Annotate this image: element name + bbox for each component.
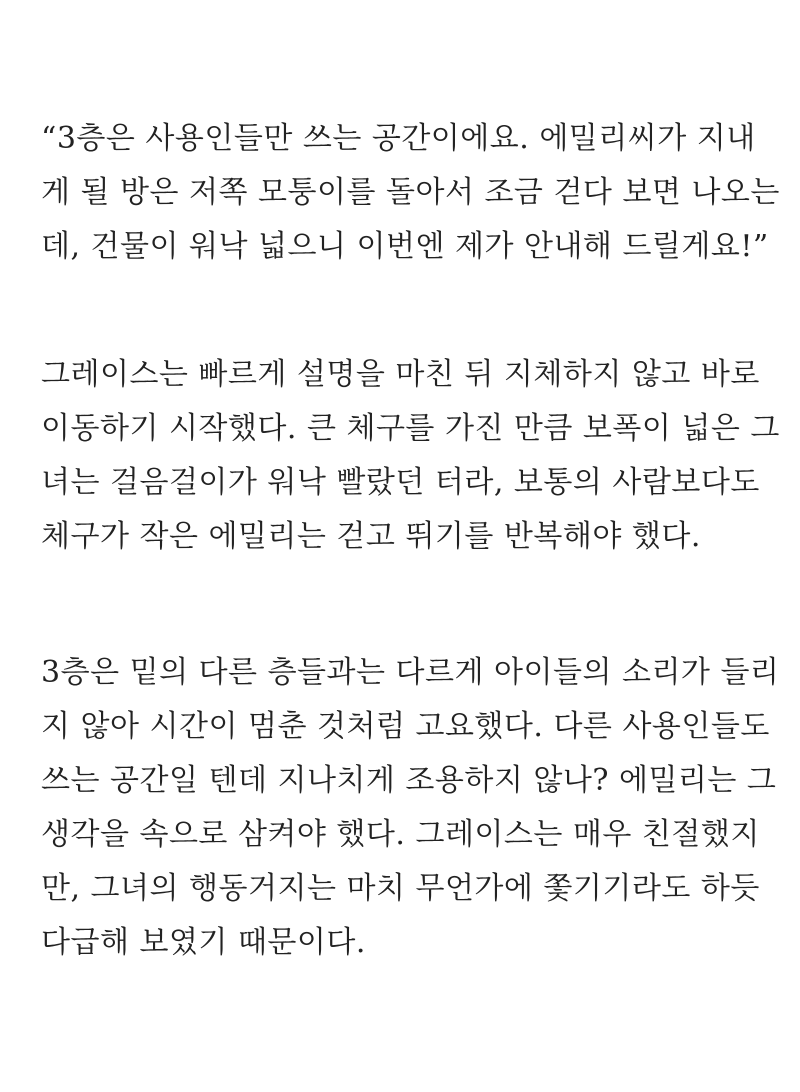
paragraph-2 — [41, 348, 780, 564]
paragraph-1 — [41, 112, 780, 274]
paragraph-line: 체구가 작은 에밀리는 걷고 뛰기를 반복해야 했다. — [41, 519, 701, 554]
paragraph-line: 데, 건물이 워낙 넓으니 이번엔 제가 안내해 드릴게요!” — [41, 229, 769, 264]
paragraph-line: 그레이스는 빠르게 설명을 마친 뒤 지체하지 않고 바로 — [41, 357, 760, 392]
paragraph-line: 생각을 속으로 삼켜야 했다. 그레이스는 매우 친절했지 — [41, 817, 760, 852]
paragraph-line: 쓰는 공간일 텐데 지나치게 조용하지 않나? 에밀리는 그 — [41, 763, 777, 798]
paragraph-line: 녀는 걸음걸이가 워낙 빨랐던 터라, 보통의 사람보다도 — [41, 465, 760, 500]
paragraph-line: “3층은 사용인들만 쓰는 공간이에요. 에밀리씨가 지내 — [41, 121, 756, 156]
paragraph-line: 지 않아 시간이 멈춘 것처럼 고요했다. 다른 사용인들도 — [41, 709, 770, 744]
paragraph-line: 만, 그녀의 행동거지는 마치 무언가에 쫓기기라도 하듯 — [41, 871, 760, 906]
paragraph-line: 게 될 방은 저쪽 모퉁이를 돌아서 조금 걷다 보면 나오는 — [41, 175, 780, 210]
paragraph-line: 이동하기 시작했다. 큰 체구를 가진 만큼 보폭이 넓은 그 — [41, 411, 780, 446]
paragraph-3 — [41, 646, 780, 970]
paragraph-line: 3층은 밑의 다른 층들과는 다르게 아이들의 소리가 들리 — [41, 655, 780, 690]
paragraph-line: 다급해 보였기 때문이다. — [41, 925, 366, 960]
